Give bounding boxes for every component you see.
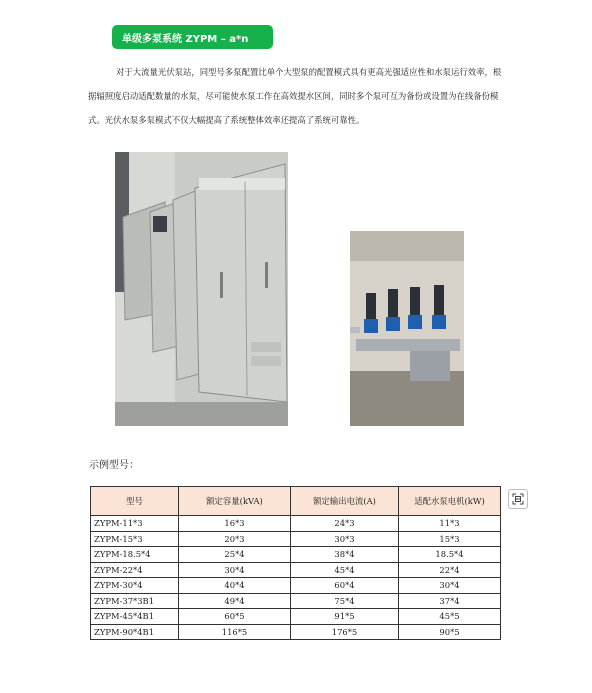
header-capacity: 额定容量(kVA) xyxy=(179,487,291,516)
cell-capacity: 49*4 xyxy=(179,593,291,609)
cabinet-photo xyxy=(115,152,288,426)
cell-motor: 90*5 xyxy=(399,624,501,640)
table-row xyxy=(91,624,501,640)
cell-current: 45*4 xyxy=(291,562,399,578)
cell-model: ZYPM-15*3 xyxy=(91,531,179,547)
cell-model: ZYPM-90*4B1 xyxy=(91,624,179,640)
table-row xyxy=(91,516,501,532)
section-title: 单级多泵系统 ZYPM – a*n xyxy=(122,33,249,45)
cell-capacity: 60*5 xyxy=(179,609,291,625)
cell-model: ZYPM-30*4 xyxy=(91,578,179,594)
cell-capacity: 116*5 xyxy=(179,624,291,640)
screenshot-scan-button[interactable] xyxy=(508,489,528,509)
header-current: 额定输出电流(A) xyxy=(291,487,399,516)
cell-model: ZYPM-22*4 xyxy=(91,562,179,578)
section-title-banner xyxy=(112,25,273,49)
cell-motor: 30*4 xyxy=(399,578,501,594)
cell-capacity: 30*4 xyxy=(179,562,291,578)
cell-motor: 22*4 xyxy=(399,562,501,578)
cell-model: ZYPM-37*3B1 xyxy=(91,593,179,609)
cell-current: 91*5 xyxy=(291,609,399,625)
cell-capacity: 16*3 xyxy=(179,516,291,532)
cell-current: 60*4 xyxy=(291,578,399,594)
header-model: 型号 xyxy=(91,487,179,516)
table-row xyxy=(91,578,501,594)
cell-current: 24*3 xyxy=(291,516,399,532)
cell-model: ZYPM-11*3 xyxy=(91,516,179,532)
cell-motor: 45*5 xyxy=(399,609,501,625)
table-header-row xyxy=(91,487,501,516)
pump-photo xyxy=(350,231,464,426)
cell-capacity: 40*4 xyxy=(179,578,291,594)
cell-current: 75*4 xyxy=(291,593,399,609)
cell-model: ZYPM-45*4B1 xyxy=(91,609,179,625)
example-models-label: 示例型号： xyxy=(89,460,139,471)
model-table xyxy=(90,486,500,640)
description-paragraph: 对于大流量光伏泵站，同型号多泵配置比单个大型泵的配置模式具有更高光强适应性和水泵运行效率，根据辐照度启动适配数量的水泵，尽可能使水泵工作在高效提水区间，同时多个泵可互为备份或设置为在线备份模式。光伏水泵多泵模式不仅大幅提高了系统整体效率还提高了系统可靠性。 xyxy=(88,67,502,125)
screenshot-scan-icon xyxy=(512,490,524,509)
cell-capacity: 25*4 xyxy=(179,547,291,563)
table-row xyxy=(91,609,501,625)
cell-motor: 37*4 xyxy=(399,593,501,609)
cell-current: 38*4 xyxy=(291,547,399,563)
cell-motor: 11*3 xyxy=(399,516,501,532)
table-row xyxy=(91,562,501,578)
cell-capacity: 20*3 xyxy=(179,531,291,547)
table-row xyxy=(91,593,501,609)
cell-model: ZYPM-18.5*4 xyxy=(91,547,179,563)
cell-current: 30*3 xyxy=(291,531,399,547)
cell-motor: 18.5*4 xyxy=(399,547,501,563)
cell-motor: 15*3 xyxy=(399,531,501,547)
table-row xyxy=(91,531,501,547)
table-row xyxy=(91,547,501,563)
header-motor: 适配水泵电机(kW) xyxy=(399,487,501,516)
cell-current: 176*5 xyxy=(291,624,399,640)
